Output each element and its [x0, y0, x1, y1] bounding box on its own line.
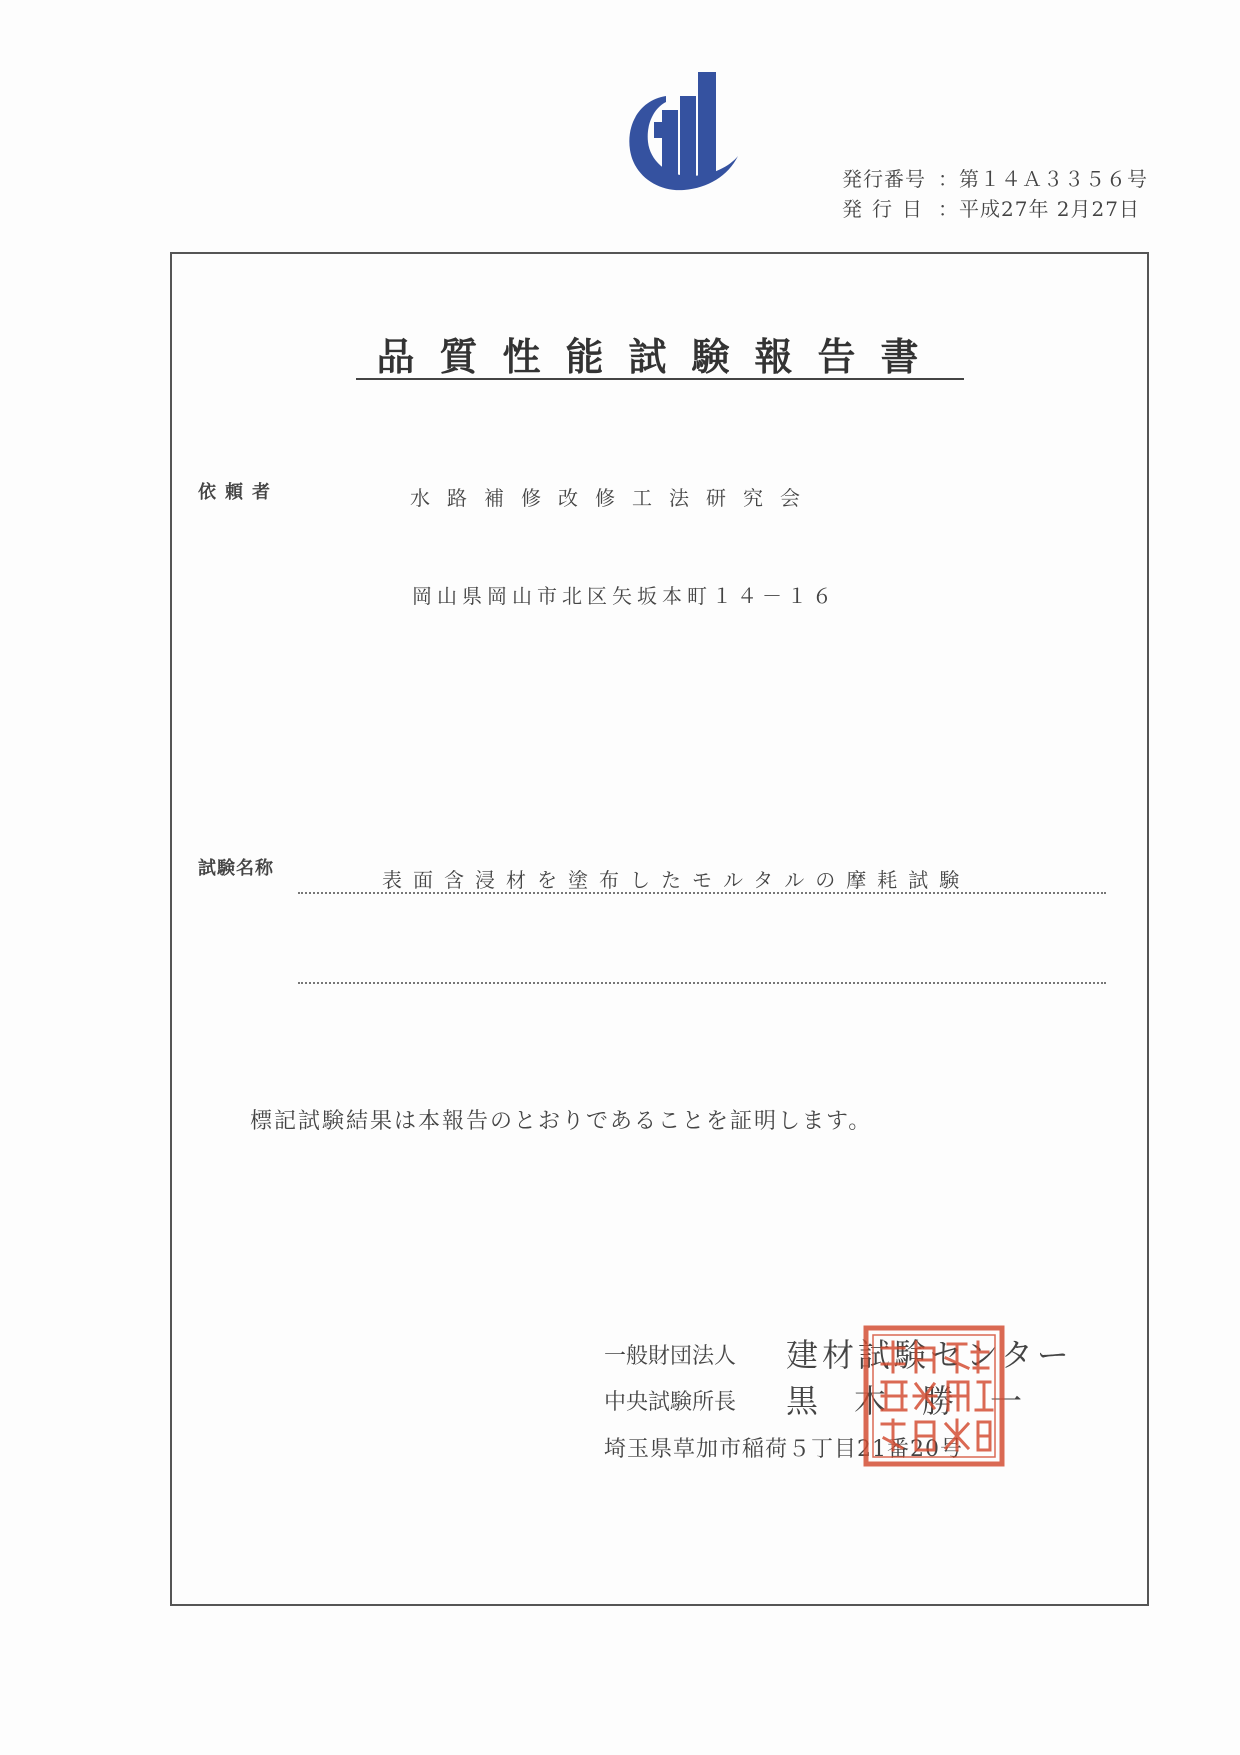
issue-date-row — [842, 194, 1148, 224]
issue-date-label: 発行日 — [842, 197, 932, 221]
certification-statement: 標記試験結果は本報告のとおりであることを証明します。 — [250, 1109, 873, 1134]
test-name-dotted-line — [298, 892, 1106, 894]
issuer-org-type: 一般財団法人 — [604, 1344, 737, 1369]
client-name: 水路補修改修工法研究会 — [410, 486, 817, 510]
issue-number-label: 発行番号 — [842, 167, 926, 191]
issue-number-row — [842, 164, 1148, 194]
test-name-label: 試験名称 — [198, 858, 274, 879]
test-name: 表面含浸材を塗布したモルタルの摩耗試験 — [382, 868, 971, 892]
issuer-position: 中央試験所長 — [604, 1390, 737, 1415]
red-official-seal-icon — [862, 1324, 1006, 1468]
issue-date-value: ：平成27年 2月27日 — [938, 197, 1140, 221]
client-label: 依頼者 — [198, 482, 279, 503]
test-name-dotted-line-2 — [298, 982, 1106, 984]
document-title: 品質性能試験報告書 — [376, 335, 944, 379]
dl-building-logo-icon — [604, 72, 744, 200]
title-underline — [356, 378, 964, 380]
issuer-org-name: 建材試験センター — [786, 1336, 1073, 1374]
issue-number-value: ：第１４Ａ３３５６号 — [938, 167, 1148, 191]
issue-info — [842, 164, 1148, 224]
issuer-person-name: 黒木勝一 — [786, 1382, 1059, 1420]
client-address: 岡山県岡山市北区矢坂本町１４－１６ — [412, 584, 837, 608]
issuer-address: 埼玉県草加市稲荷５丁目21番20号 — [604, 1437, 963, 1462]
